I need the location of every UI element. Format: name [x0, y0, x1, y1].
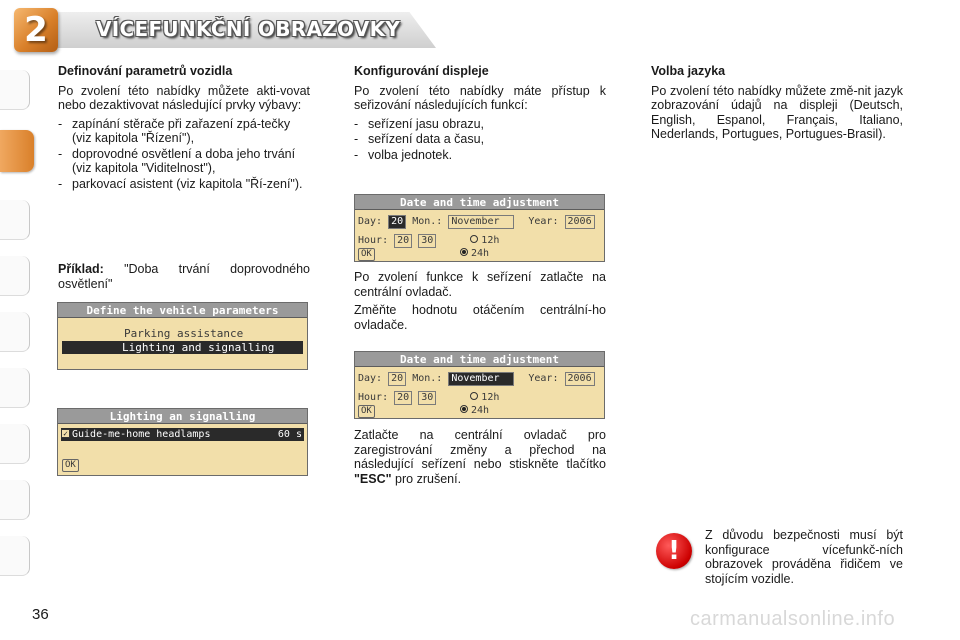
safety-warning: [705, 528, 903, 590]
chapter-badge: [14, 8, 58, 52]
chapter-tab-active[interactable]: [0, 130, 34, 172]
list-item: - zapínání stěrače při zařazení zpá-tečky (viz kapitola "Řízení"),: [58, 117, 310, 146]
list-item: - doprovodné osvětlení a doba jeho trvání (viz kapitola "Viditelnost"),: [58, 147, 310, 176]
equipment-list: [58, 117, 310, 192]
year-field[interactable]: 2006: [565, 372, 595, 386]
lighting-screen: [57, 408, 308, 476]
hour-label: Hour:: [358, 392, 389, 403]
ok-button[interactable]: OK: [358, 248, 375, 261]
display-config-section: [354, 64, 606, 163]
year-label: Year:: [528, 216, 559, 227]
header: [0, 0, 960, 60]
list-item: - parkovací asistent (viz kapitola "Ří-zení").: [58, 177, 310, 192]
menu-item[interactable]: Parking assistance: [124, 327, 244, 340]
warning-icon: !: [656, 533, 692, 569]
lighting-option-row[interactable]: [61, 428, 304, 441]
month-field-selected[interactable]: November: [448, 372, 514, 386]
section-intro: Po zvolení této nabídky máte přístup k seřizování následujících funkcí:: [354, 83, 606, 112]
section-intro: Po zvolení této nabídky můžete akti-vovat nebo dezaktivovat následující prvky výbavy:: [58, 83, 310, 112]
chapter-tab[interactable]: [0, 312, 30, 352]
option-24h-label: 24h: [471, 248, 490, 259]
day-field[interactable]: 20: [388, 215, 406, 229]
option-12h-label: 12h: [481, 392, 500, 403]
duration-value[interactable]: 60 s: [277, 429, 302, 440]
confirm-text: Zatlačte na centrální ovladač pro zaregistrování změny a přechod na následující seřízení nebo stiskněte tlačítko: [354, 428, 606, 471]
warning-text: Z důvodu bezpečnosti musí být konfigurace vícefunkč-ních obrazovek prováděna řidičem ve stojícím vozidle.: [705, 528, 903, 586]
screen-title: Define the vehicle parameters: [58, 303, 307, 318]
minute-field[interactable]: 30: [418, 391, 436, 405]
language-section: [651, 64, 903, 146]
month-field[interactable]: November: [448, 215, 514, 229]
section-heading: Volba jazyka: [651, 64, 726, 78]
option-label: Guide-me-home headlamps: [72, 429, 211, 440]
date-time-screen-2: [354, 351, 605, 419]
instruction-press: Po zvolení funkce k seřízení zatlačte na centrální ovladač.: [354, 270, 606, 299]
list-item: - seřízení jasu obrazu,: [354, 117, 606, 132]
day-field[interactable]: 20: [388, 372, 406, 386]
minute-field[interactable]: 30: [418, 234, 436, 248]
hour-label: Hour:: [358, 235, 389, 246]
vehicle-parameters-section: [58, 64, 310, 192]
radio-24h[interactable]: [460, 405, 468, 413]
chapter-tab[interactable]: [0, 200, 30, 240]
example-text: "Doba trvání doprovodného osvětlení": [58, 262, 310, 291]
chapter-tab[interactable]: [0, 480, 30, 520]
section-heading: Konfigurování displeje: [354, 64, 489, 78]
screen-title: Lighting an signalling: [58, 409, 307, 424]
radio-24h[interactable]: [460, 248, 468, 256]
option-24h-label: 24h: [471, 405, 490, 416]
option-12h-label: 12h: [481, 235, 500, 246]
menu-item-selected[interactable]: Lighting and signalling: [62, 341, 303, 354]
language-text: Po zvolení této nabídky můžete změ-nit jazyk zobrazování údajů na displeji (Deutsch, English, Espanol, Français, Italiano, Nederlands, Portugues, Portugues-Brasil).: [651, 83, 903, 141]
screen-title: Date and time adjustment: [355, 195, 604, 210]
year-field[interactable]: 2006: [565, 215, 595, 229]
watermark: carmanualsonline.info: [690, 608, 896, 630]
radio-12h[interactable]: [470, 235, 478, 243]
checkbox-icon[interactable]: ✓: [61, 429, 70, 438]
adjust-instructions: [354, 270, 606, 336]
page-number: 36: [32, 606, 49, 623]
chapter-number: 2: [24, 10, 48, 50]
chapter-tab[interactable]: [0, 256, 30, 296]
hour-field[interactable]: 20: [394, 234, 412, 248]
radio-12h[interactable]: [470, 392, 478, 400]
chapter-tab[interactable]: [0, 368, 30, 408]
section-heading: Definování parametrů vozidla: [58, 64, 233, 78]
ok-button[interactable]: OK: [358, 405, 375, 418]
example-label: Příklad:: [58, 262, 104, 276]
page-title: VÍCEFUNKČNÍ OBRAZOVKY: [96, 17, 401, 41]
instruction-rotate: Změňte hodnotu otáčením centrální-ho ovladače.: [354, 303, 606, 332]
chapter-tab[interactable]: [0, 424, 30, 464]
vehicle-parameters-screen: [57, 302, 308, 370]
chapter-tab[interactable]: [0, 536, 30, 576]
month-label: Mon.:: [412, 216, 443, 227]
example-paragraph: [58, 262, 310, 295]
hour-field[interactable]: 20: [394, 391, 412, 405]
day-label: Day:: [358, 373, 383, 384]
cancel-text: pro zrušení.: [391, 471, 462, 486]
chapter-tab[interactable]: [0, 70, 30, 110]
confirm-instructions: [354, 428, 606, 490]
esc-key-label: "ESC": [354, 471, 392, 486]
chapter-tab-strip: [0, 60, 34, 580]
list-item: - seřízení data a času,: [354, 132, 606, 147]
day-label: Day:: [358, 216, 383, 227]
ok-button[interactable]: OK: [62, 459, 79, 472]
date-time-screen-1: [354, 194, 605, 262]
function-list: [354, 117, 606, 163]
year-label: Year:: [528, 373, 559, 384]
month-label: Mon.:: [412, 373, 443, 384]
list-item: - volba jednotek.: [354, 148, 606, 163]
screen-title: Date and time adjustment: [355, 352, 604, 367]
